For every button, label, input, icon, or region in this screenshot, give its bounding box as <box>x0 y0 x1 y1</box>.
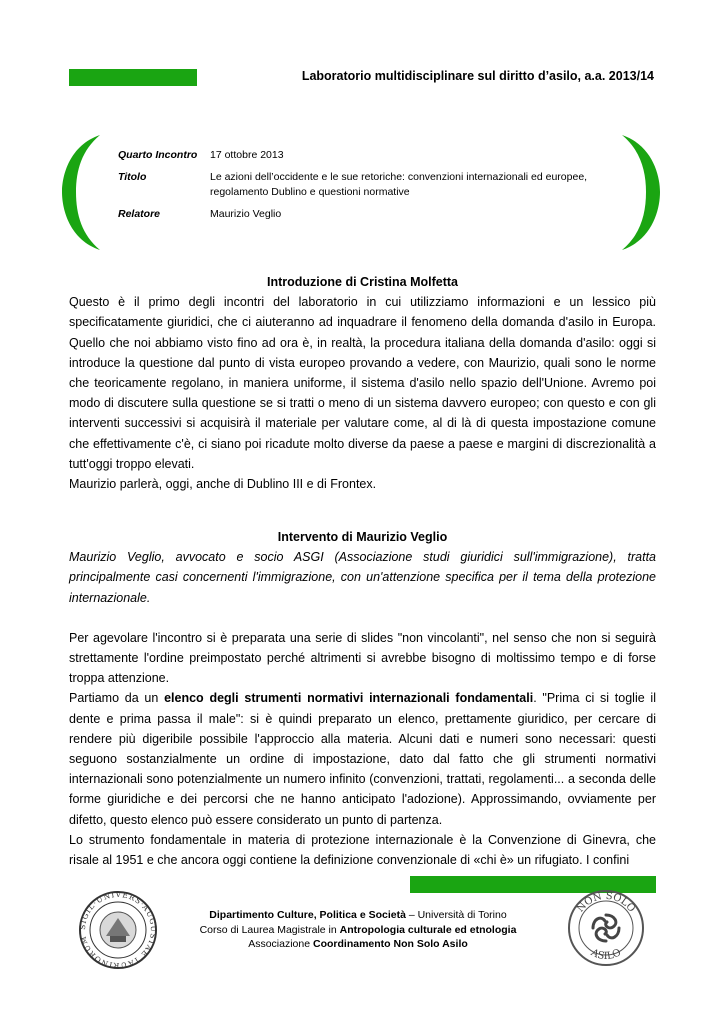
meeting-info-table <box>118 148 618 229</box>
non-solo-asilo-logo-icon <box>567 887 645 969</box>
info-label: Relatore <box>118 208 161 220</box>
logo-text-top: NON SOLO <box>575 890 638 915</box>
intro-paragraph: Maurizio parlerà, oggi, anche di Dublino III e di Frontex. <box>69 477 377 492</box>
right-bracket-icon <box>620 135 660 250</box>
info-row-titolo <box>118 170 618 200</box>
info-row-incontro <box>118 148 618 163</box>
footer-line-department <box>185 908 531 923</box>
document-header-title: Laboratorio multidisciplinare sul diritto d’asilo, a.a. 2013/14 <box>301 69 654 83</box>
logo-text-bottom: ASILO <box>589 947 623 963</box>
info-value: Le azioni dell’occidente e le sue retoriche: convenzioni internazionali ed europee, regolamento Dublino e questioni normative <box>210 171 588 198</box>
intro-paragraph: Questo è il primo degli incontri del laboratorio in cui utilizziamo informazioni e un lessico più specificatamente giuridici, che ci aiuteranno ad inquadrare il fenomeno della domanda d'asilo in Europa. Quello che noi abbiamo visto fino ad ora è, in realtà, la procedura italiana della domanda d'asilo: oggi si introduce la questione dal punto di vista europeo provando a vedere, con Maurizio, quali sono le norme che teoricamente regolano, in maniera uniforme, il sistema d'asilo nello spazio dell'Unione. Avremo poi modo di discutere sulla questione se si tratti o meno di un sistema davvero europeo; con questo e con gli interventi successivi si acquisirà il materiale per valutare come, al di là di questa impostazione comune che effettivamente c'è, ci siano poi ricadute molto diverse da paese a paese e margini di discrezionalità a tutt'oggi troppo elevati. <box>69 295 656 471</box>
info-value: Maurizio Veglio <box>210 208 282 220</box>
footer-line-course <box>185 923 531 938</box>
intro-title: Introduzione di Cristina Molfetta <box>267 275 458 289</box>
course-prefix: Corso di Laurea Magistrale in <box>199 923 340 936</box>
body-paragraph <box>69 688 656 829</box>
association-name: Coordinamento Non Solo Asilo <box>313 938 468 950</box>
body-paragraph: Lo strumento fondamentale in materia di protezione internazionale è la Convenzione di Ginevra, che risale al 1951 e che ancora oggi contiene la definizione convenzionale di «chi è» un rifugiato. I confini <box>69 832 656 868</box>
university-name: – Università di Torino <box>405 909 507 921</box>
text-run-bold: elenco degli strumenti normativi internazionali fondamentali <box>164 691 534 706</box>
department-name: Dipartimento Culture, Politica e Società <box>209 909 406 921</box>
speaker-bio: Maurizio Veglio, avvocato e socio ASGI (Associazione studi giuridici sull'immigrazione), tratta principalmente casi concernenti l'immigrazione, con un'attenzione specifica per il tema della protezione internazionale. <box>69 550 656 605</box>
university-seal-icon <box>78 890 158 970</box>
left-bracket-icon <box>62 135 102 250</box>
header-accent-bar <box>69 69 197 86</box>
info-value: 17 ottobre 2013 <box>210 149 284 161</box>
svg-text:NON SOLO <box>575 891 637 915</box>
intervento-section <box>69 527 656 870</box>
course-name: Antropologia culturale ed etnologia <box>339 923 517 936</box>
footer-info <box>185 908 531 952</box>
intro-section <box>69 272 656 494</box>
association-prefix: Associazione <box>248 938 313 950</box>
footer-line-association <box>185 937 531 952</box>
svg-text:ASILO <box>588 947 623 962</box>
text-run: . "Prima ci si toglie il dente e prima passa il male": si è quindi preparato un elenco, prettamente giuridico, per cercare di rendere più digeribile possibile l'approccio alla materia. Alcuni dati e numeri sono necessari: questi seguono sostanzialmente un ordine di impostazione, dato dal fatto che gli strumenti normativi internazionali sono potenzialmente un numero infinito (convenzioni, trattati, regolamenti... a seconda delle forme giuridiche e dei percorsi che ne hanno anticipato l'adozione). Approssimando, ovviamente per difetto, questo elenco può essere considerato un punto di partenza. <box>69 691 656 827</box>
text-run: Partiamo da un <box>69 691 165 706</box>
intervento-title: Intervento di Maurizio Veglio <box>277 530 448 544</box>
seal-text: SIGIL·UNIVERS·AUGUSTAE TAURINORUM <box>78 890 158 970</box>
info-label: Quarto Incontro <box>118 149 198 161</box>
info-row-relatore <box>118 207 618 222</box>
body-paragraph: Per agevolare l'incontro si è preparata una serie di slides "non vincolanti", nel senso che non si seguirà strettamente l'ordine preimpostato perché altrimenti si avrebbe bisogno di moltissimo tempo e di forse troppa attenzione. <box>69 630 656 686</box>
spacer <box>69 608 656 628</box>
info-label: Titolo <box>118 171 147 183</box>
